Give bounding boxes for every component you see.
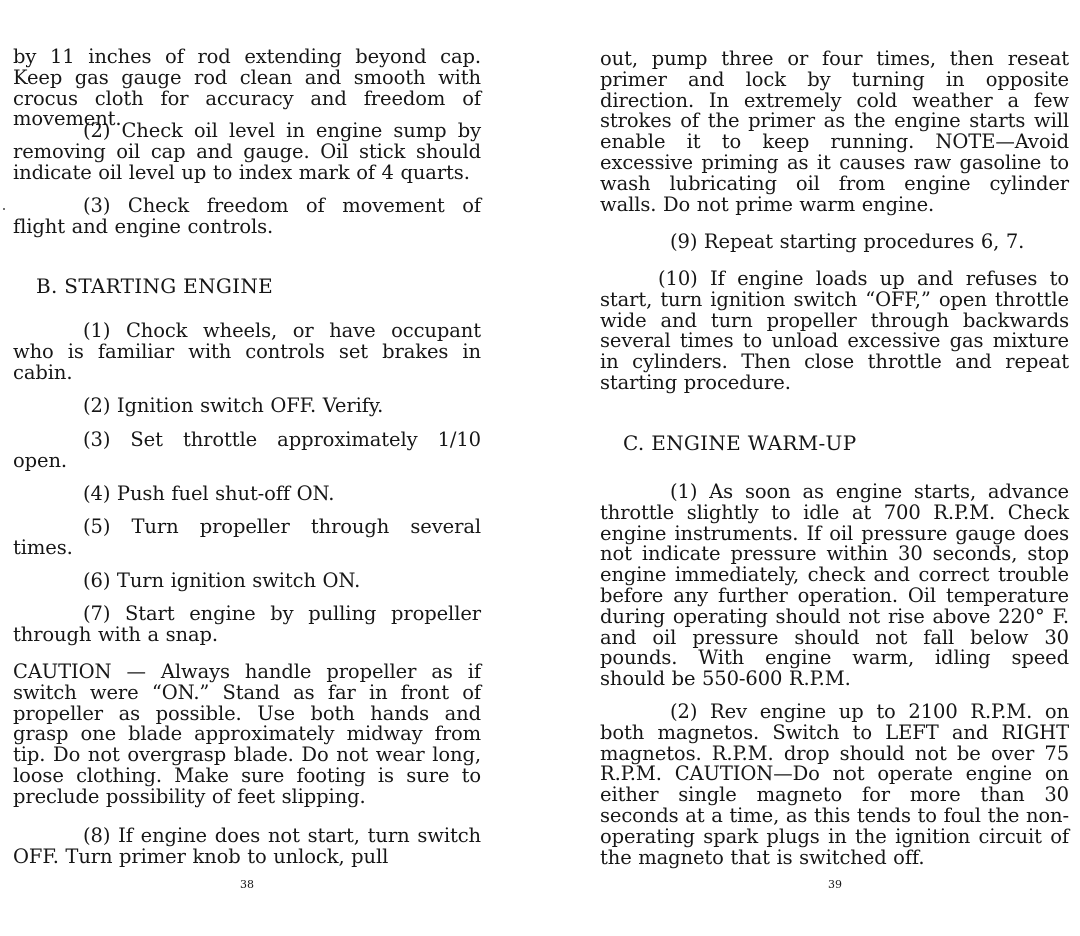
paragraph-primer-continuation: out, pump three or four times, then reseat primer and lock by turning in opposite direction. In extremely cold weather a few strokes of the primer as the engine starts will enable it to keep running. NOTE—Avoid excessive priming as it causes raw gasoline to wash lubricating oil from engine cylinder walls. Do not prime warm engine. — [600, 47, 1069, 216]
paragraph-check-oil-level: (2) Check oil level in engine sump by removing oil cap and gauge. Oil stick should indicate oil level up to index mark of 4 quarts. — [13, 119, 481, 184]
step-turn-propeller: (5) Turn propeller through several times. — [13, 515, 481, 559]
section-heading-engine-warm-up: C. ENGINE WARM-UP — [623, 431, 857, 455]
step-magneto-check: (2) Rev engine up to 2100 R.P.M. on both magnetos. Switch to LEFT and RIGHT magnetos. R.P.M. drop should not be over 75 R.P.M. CAUTION—Do not operate engine on either single magneto for more than 30 seconds at a time, as this tends to foul the non-operating spark plugs in the ignition circuit of the magneto that is switched off. — [600, 700, 1069, 869]
right-page — [600, 0, 1069, 936]
step-start-engine: (7) Start engine by pulling propeller through with a snap. — [13, 602, 481, 646]
page-number-right: 39 — [828, 878, 842, 891]
step-engine-not-start: (8) If engine does not start, turn switch OFF. Turn primer knob to unlock, pull — [13, 824, 481, 868]
step-fuel-shutoff: (4) Push fuel shut-off ON. — [83, 482, 335, 505]
print-speck — [3, 208, 5, 210]
paragraph-check-controls: (3) Check freedom of movement of flight and engine controls. — [13, 194, 481, 238]
step-set-throttle: (3) Set throttle approximately 1/10 open. — [13, 428, 481, 472]
step-chock-wheels: (1) Chock wheels, or have occupant who is familiar with controls set brakes in cabin. — [13, 319, 481, 384]
step-idle-check-instruments: (1) As soon as engine starts, advance throttle slightly to idle at 700 R.P.M. Check engine instruments. If oil pressure gauge does not indicate pressure within 30 seconds, stop engine immediately, check and correct trouble before any further operation. Oil temperature during operating should not rise above 220° F. and oil pressure should not fall below 30 pounds. With engine warm, idling speed should be 550-600 R.P.M. — [600, 480, 1069, 691]
page-number-left: 38 — [240, 878, 254, 891]
left-page — [13, 0, 481, 936]
section-heading-starting-engine: B. STARTING ENGINE — [36, 274, 274, 298]
paragraph-gas-gauge-rod: by 11 inches of rod extending beyond cap. Keep gas gauge rod clean and smooth with crocus cloth for accuracy and freedom of movement. — [13, 45, 481, 131]
caution-propeller: CAUTION — Always handle propeller as if switch were “ON.” Stand as far in front of propeller as possible. Use both hands and grasp one blade approximately midway from tip. Do not overgrasp blade. Do not wear long, loose clothing. Make sure footing is sure to preclude possibility of feet slipping. — [13, 660, 481, 808]
step-repeat-starting: (9) Repeat starting procedures 6, 7. — [670, 230, 1025, 253]
step-ignition-off: (2) Ignition switch OFF. Verify. — [83, 394, 384, 417]
step-ignition-on: (6) Turn ignition switch ON. — [83, 569, 361, 592]
step-engine-loads-up: (10) If engine loads up and refuses to start, turn ignition switch “OFF,” open throttle wide and turn propeller through backwards several times to unload excessive gas mixture in cylinders. Then close throttle and repeat starting procedure. — [600, 267, 1069, 394]
